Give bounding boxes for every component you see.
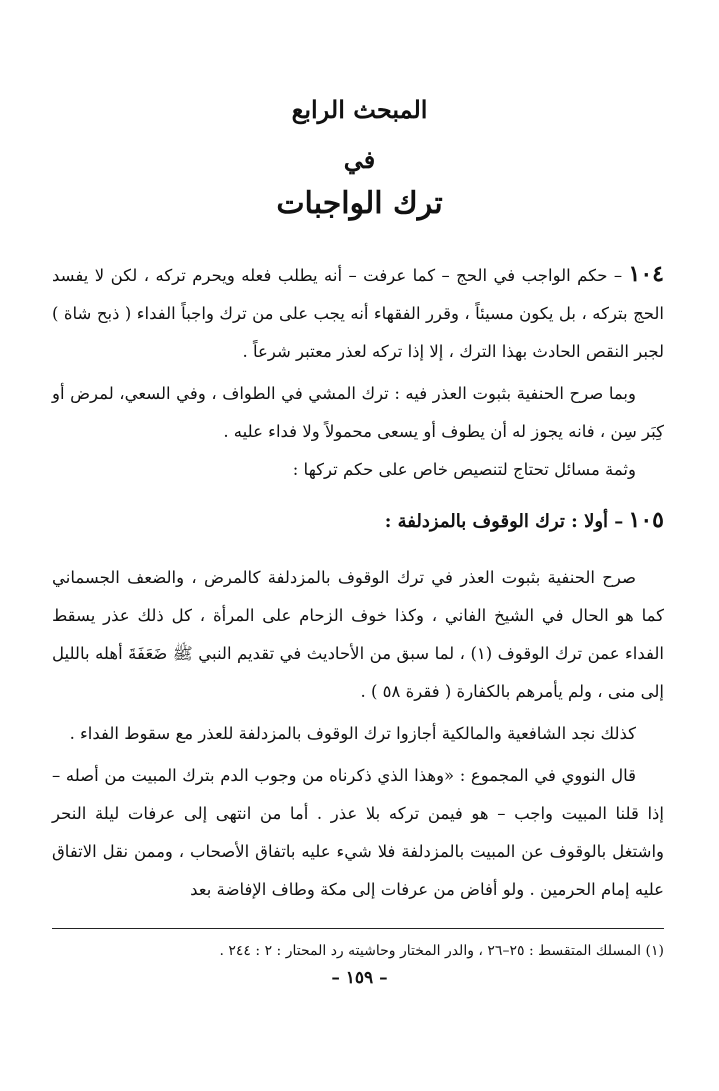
paragraph-number: ١٠٤ <box>628 261 664 287</box>
section-heading: المبحث الرابع <box>291 95 428 124</box>
paragraph-105 <box>52 501 664 541</box>
body-text <box>52 255 664 909</box>
paragraph-number: ١٠٥ <box>628 507 664 533</box>
paragraph-104 <box>52 255 664 371</box>
paragraph-sarraha: صرح الحنفية بثبوت العذر في ترك الوقوف بالمزدلفة كالمرض ، والضعف الجسماني كما هو الحال في الشيخ الفاني ، وكذا خوف الزحام على المرأة ، كل ذلك عذر يسقط الفداء عمن ترك الوقوف (١) ، لما سبق من الأحاديث في تقديم النبي ﷺ ضَعَفَةَ أهله بالليل إلى منى ، ولم يأمرهم بالكفارة ( فقرة ٥٨ ) . <box>52 568 664 701</box>
page-title: ترك الواجبات <box>276 186 443 222</box>
paragraph-kadhalika: كذلك نجد الشافعية والمالكية أجازوا ترك الوقوف بالمزدلفة للعذر مع سقوط الفداء . <box>69 724 636 743</box>
subsection-title: – أولا : ترك الوقوف بالمزدلفة : <box>384 511 624 532</box>
paragraph-masail: وثمة مسائل تحتاج لتنصيص خاص على حكم تركها : <box>292 460 636 479</box>
footnote-divider <box>52 928 664 929</box>
paragraph-nawawi: قال النووي في المجموع : «وهذا الذي ذكرناه من وجوب الدم بترك المبيت من أصله – إذا قلنا المبيت واجب – هو فيمن تركه بلا عذر . أما من انتهى إلى عرفات ليلة النحر واشتغل بالوقوف عن المبيت بالمزدلفة فلا شيء عليه باتفاق الأصحاب ، وممن نقل الاتفاق عليه إمام الحرمين . ولو أفاض من عرفات إلى مكة وطاف الإفاضة بعد <box>52 766 664 899</box>
heading-preposition: في <box>343 144 376 174</box>
page-number: – ١٥٩ – <box>331 968 388 988</box>
paragraph-text: – حكم الواجب في الحج – كما عرفت – أنه يطلب فعله ويحرم تركه ، لكن لا يفسد الحج بتركه ، بل يكون مسيئاً ، وقرر الفقهاء أنه يجب على من ترك واجباً الفداء ( ذبح شاة ) لجبر النقص الحادث بهذا الترك ، إلا إذا تركه لعذر معتبر شرعاً . <box>52 266 664 361</box>
paragraph-hanafi: وبما صرح الحنفية بثبوت العذر فيه : ترك المشي في الطواف ، وفي السعي، لمرض أو كِبَر سِن ، فانه يجوز له أن يطوف أو يسعى محمولاً ولا فداء عليه . <box>52 384 664 441</box>
footnote: (١) المسلك المتقسط : ٢٥–٢٦ ، والدر المختار وحاشيته رد المحتار : ٢ : ٢٤٤ . <box>219 943 664 959</box>
chapter-heading <box>0 96 719 222</box>
